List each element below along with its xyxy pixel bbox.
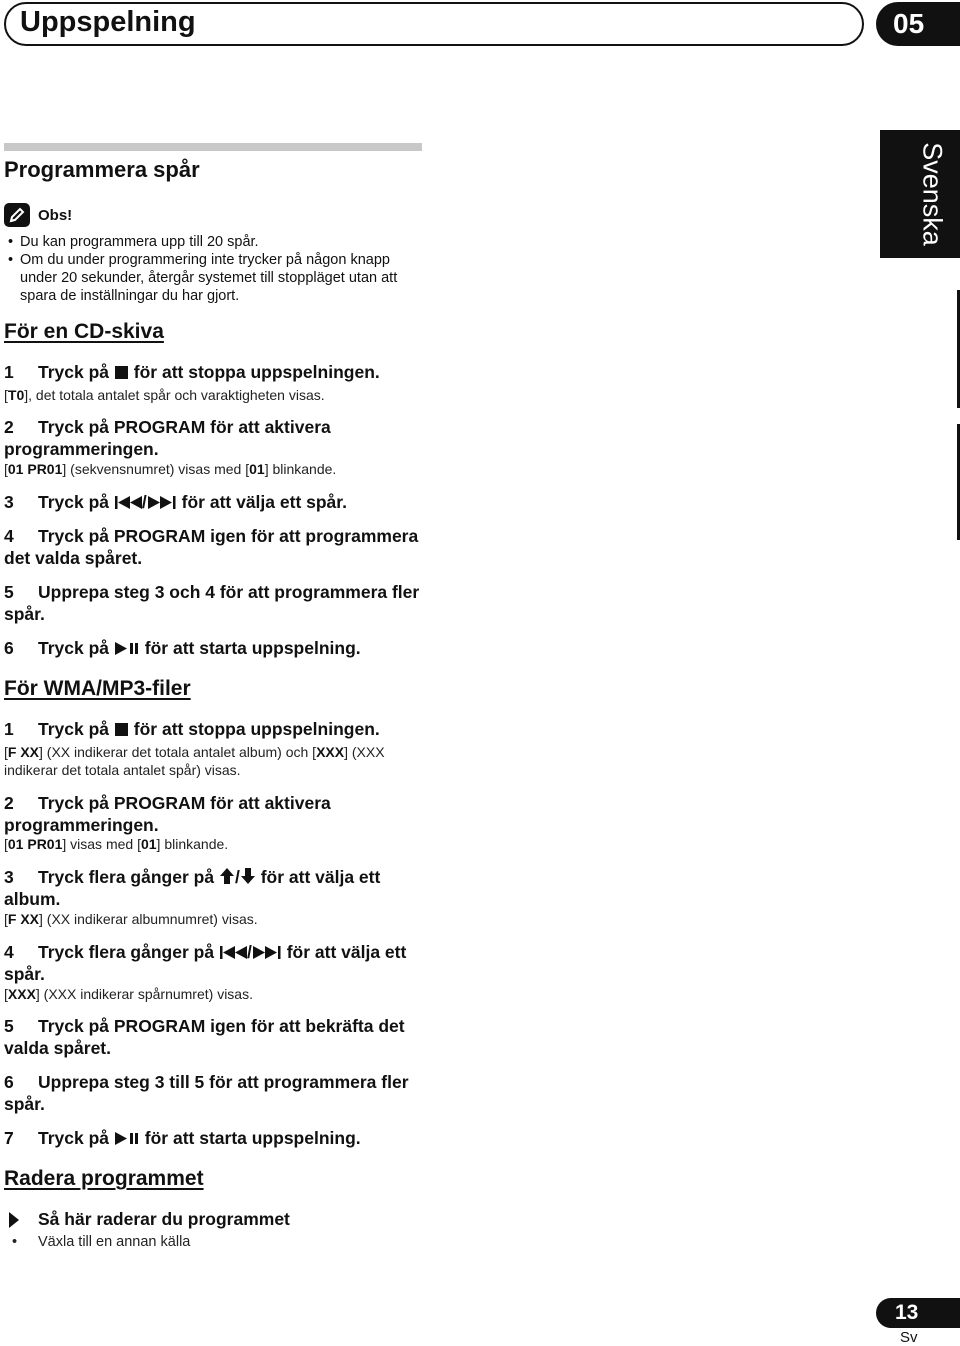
section-title: Programmera spår [4,157,200,182]
cd-step-4: 4 Tryck på PROGRAM igen för att programmera det valda spåret. [4,526,419,568]
wma-note-4: [XXX] (XXX indikerar spårnumret) visas. [4,986,253,1002]
wma-note-1: [F XX] (XX indikerar det totala antalet album) och [XXX] (XXX indikerar det totala antalet spår) visas. [4,744,385,778]
stop-icon [114,722,129,737]
cd-step-1: 1 Tryck på för att stoppa uppspelningen. [4,362,380,382]
wma-step-6: 6 Upprepa steg 3 till 5 för att programmera fler spår. [4,1072,409,1114]
page-language: Sv [900,1329,918,1346]
cd-subtitle: För en CD-skiva [4,320,164,343]
previous-icon [219,945,247,960]
wma-step-7: 7 Tryck på för att starta uppspelning. [4,1128,361,1148]
chapter-number: 05 [876,2,960,46]
arrow-right-icon [9,1212,19,1228]
obs-bullet: • Om du under programmering inte trycker på någon knapp under 20 sekunder, återgår systemet till stoppläget utan att spara de inställningar du har gjort. [8,252,398,304]
wma-note-2: [01 PR01] visas med [01] blinkande. [4,836,229,852]
wma-note-3: [F XX] (XX indikerar albumnumret) visas. [4,911,258,927]
cd-step-2: 2 Tryck på PROGRAM för att aktivera programmeringen. [4,417,331,459]
erase-heading: Så här raderar du programmet [4,1208,429,1230]
wma-step-5: 5 Tryck på PROGRAM igen för att bekräfta det valda spåret. [4,1016,405,1058]
stop-icon [114,365,129,380]
wma-step-2: 2 Tryck på PROGRAM för att aktivera programmeringen. [4,793,331,835]
cd-note-2: [01 PR01] (sekvensnumret) visas med [01] blinkande. [4,461,337,477]
obs-label: Obs! [38,206,73,224]
cd-note-1: [T0], det totala antalet spår och varaktigheten visas. [4,387,325,403]
wma-subtitle: För WMA/MP3-filer [4,677,191,700]
play-pause-icon [114,641,140,656]
play-pause-icon [114,1131,140,1146]
page-number: 13 [876,1298,960,1328]
header-title: Uppspelning [20,6,196,38]
wma-step-1: 1 Tryck på för att stoppa uppspelningen. [4,719,380,739]
cd-step-5: 5 Upprepa steg 3 och 4 för att programmera fler spår. [4,582,420,624]
cd-step-3: 3 Tryck på / för att välja ett spår. [4,492,347,512]
next-icon [147,495,177,510]
obs-header [4,202,72,228]
wma-step-4: 4 Tryck flera gånger på / för att välja ett spår. [4,942,407,984]
up-arrow-icon [219,867,235,885]
erase-bullet: • Växla till en annan källa [12,1234,191,1250]
language-label: Svenska [917,142,948,246]
wma-step-3: 3 Tryck flera gånger på / för att välja ett album. [4,867,381,909]
erase-subtitle: Radera programmet [4,1167,204,1190]
pencil-icon [4,203,30,227]
section-divider [4,143,422,151]
next-icon [252,945,282,960]
down-arrow-icon [240,867,256,885]
language-tab [880,130,960,258]
cd-step-6: 6 Tryck på för att starta uppspelning. [4,638,361,658]
obs-bullet: • Du kan programmera upp till 20 spår. [8,234,259,250]
previous-icon [114,495,142,510]
